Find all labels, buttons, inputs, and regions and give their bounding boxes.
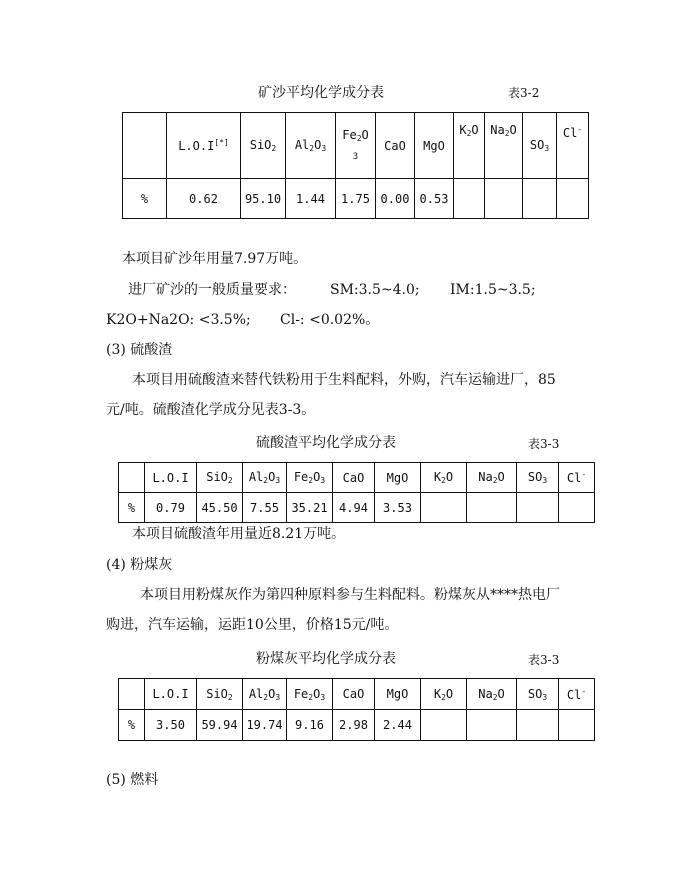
cell-na2o xyxy=(467,493,517,523)
header-sio2: SiO$_2$ xyxy=(241,113,286,179)
cell-k2o xyxy=(421,493,467,523)
cell-loi: 0.62 xyxy=(167,179,241,219)
row-label: % xyxy=(119,493,145,523)
cell-cl xyxy=(557,179,589,219)
cell-na2o xyxy=(467,710,517,741)
table-header-row xyxy=(119,679,595,710)
header-cao: CaO xyxy=(333,679,375,710)
header-al2o3: $Al_2O_3$ xyxy=(243,679,287,710)
section-heading-3: (3) 硫酸渣 xyxy=(106,342,173,358)
sand-quality-sm: SM:3.5~4.0; xyxy=(330,282,420,298)
sulfate-slag-desc-line1: 本项目用硫酸渣来替代铁粉用于生料配料，外购，汽车运输进厂，85 xyxy=(132,372,556,388)
cell-sio2: 59.94 xyxy=(197,710,243,741)
header-cao: CaO xyxy=(333,463,375,493)
header-empty xyxy=(123,113,167,179)
header-loi: L.O.I xyxy=(145,463,197,493)
header-so3: $SO_3$ xyxy=(523,113,557,179)
section-heading-4: (4) 粉煤灰 xyxy=(106,557,173,573)
header-na2o: $Na_2O$ xyxy=(467,463,517,493)
cell-k2o xyxy=(454,179,485,219)
slag-composition-table xyxy=(118,462,595,523)
cell-so3 xyxy=(517,710,559,741)
cell-na2o xyxy=(485,179,523,219)
table3-number: 表3-3 xyxy=(528,653,560,667)
slag-usage-text: 本项目硫酸渣年用量近8.21万吨。 xyxy=(132,526,346,542)
header-fe2o3: $Fe_2O_3$ xyxy=(287,679,333,710)
table2-number: 表3-3 xyxy=(528,437,560,451)
header-empty xyxy=(119,463,145,493)
fly-ash-composition-table xyxy=(118,678,595,741)
table-header-row xyxy=(119,463,595,493)
cell-cl xyxy=(559,493,595,523)
sand-quality-im: IM:1.5~3.5; xyxy=(450,282,536,298)
header-loi: L.O.I[*] xyxy=(167,113,241,179)
sand-quality-lead: 进厂矿沙的一般质量要求： xyxy=(128,282,296,298)
fly-ash-desc-line1: 本项目用粉煤灰作为第四种原料参与生料配料。粉煤灰从****热电厂 xyxy=(140,587,560,603)
fly-ash-desc-line2: 购进，汽车运输，运距10公里，价格15元/吨。 xyxy=(106,617,399,633)
sand-quality-alkali: K2O+Na2O: <3.5%; xyxy=(106,312,251,328)
cell-cao: 2.98 xyxy=(333,710,375,741)
header-cl: Cl- xyxy=(559,463,595,493)
cell-mgo: 2.44 xyxy=(375,710,421,741)
header-fe2o3: $Fe_2O$ 3 xyxy=(336,113,376,179)
sand-quality-chloride: Cl-: <0.02%。 xyxy=(280,312,380,328)
table-row xyxy=(123,179,589,219)
cell-so3 xyxy=(523,179,557,219)
cell-k2o xyxy=(421,710,467,741)
cell-al2o3: 1.44 xyxy=(286,179,336,219)
header-mgo: MgO xyxy=(415,113,454,179)
header-sio2: SiO$_2$ xyxy=(197,679,243,710)
header-cl: Cl- xyxy=(559,679,595,710)
row-label: % xyxy=(119,710,145,741)
cell-loi: 3.50 xyxy=(145,710,197,741)
cell-mgo: 0.53 xyxy=(415,179,454,219)
sand-composition-table xyxy=(122,112,589,219)
cell-fe2o3: 1.75 xyxy=(336,179,376,219)
header-cao: CaO xyxy=(376,113,415,179)
cell-fe2o3: 35.21 xyxy=(287,493,333,523)
header-na2o: $Na_2O$ xyxy=(485,113,523,179)
table-header-row xyxy=(123,113,589,179)
header-na2o: $Na_2O$ xyxy=(467,679,517,710)
cell-cao: 0.00 xyxy=(376,179,415,219)
sulfate-slag-desc-line2: 元/吨。硫酸渣化学成分见表3-3。 xyxy=(106,402,316,418)
header-al2o3: $Al_2O_3$ xyxy=(243,463,287,493)
table3-caption: 粉煤灰平均化学成分表 xyxy=(256,651,396,667)
section-heading-5: (5) 燃料 xyxy=(106,772,159,788)
cell-sio2: 45.50 xyxy=(197,493,243,523)
header-k2o: $K_2O$ xyxy=(421,463,467,493)
header-so3: $SO_3$ xyxy=(517,463,559,493)
header-k2o: $K_2O$ xyxy=(454,113,485,179)
header-al2o3: $Al_2O_3$ xyxy=(286,113,336,179)
header-cl: Cl- xyxy=(557,113,589,179)
header-mgo: MgO xyxy=(375,679,421,710)
row-label: % xyxy=(123,179,167,219)
cell-sio2: 95.10 xyxy=(241,179,286,219)
header-empty xyxy=(119,679,145,710)
sand-usage-text: 本项目矿沙年用量7.97万吨。 xyxy=(122,251,308,267)
header-loi: L.O.I xyxy=(145,679,197,710)
header-so3: $SO_3$ xyxy=(517,679,559,710)
cell-fe2o3: 9.16 xyxy=(287,710,333,741)
table-row xyxy=(119,710,595,741)
header-k2o: $K_2O$ xyxy=(421,679,467,710)
table1-number: 表3-2 xyxy=(508,86,540,100)
table-row xyxy=(119,493,595,523)
cell-cao: 4.94 xyxy=(333,493,375,523)
header-mgo: MgO xyxy=(375,463,421,493)
cell-mgo: 3.53 xyxy=(375,493,421,523)
cell-loi: 0.79 xyxy=(145,493,197,523)
cell-cl xyxy=(559,710,595,741)
cell-al2o3: 19.74 xyxy=(243,710,287,741)
cell-al2o3: 7.55 xyxy=(243,493,287,523)
header-fe2o3: $Fe_2O_3$ xyxy=(287,463,333,493)
table1-caption: 矿沙平均化学成分表 xyxy=(258,85,384,101)
header-sio2: SiO$_2$ xyxy=(197,463,243,493)
cell-so3 xyxy=(517,493,559,523)
table2-caption: 硫酸渣平均化学成分表 xyxy=(256,435,396,451)
